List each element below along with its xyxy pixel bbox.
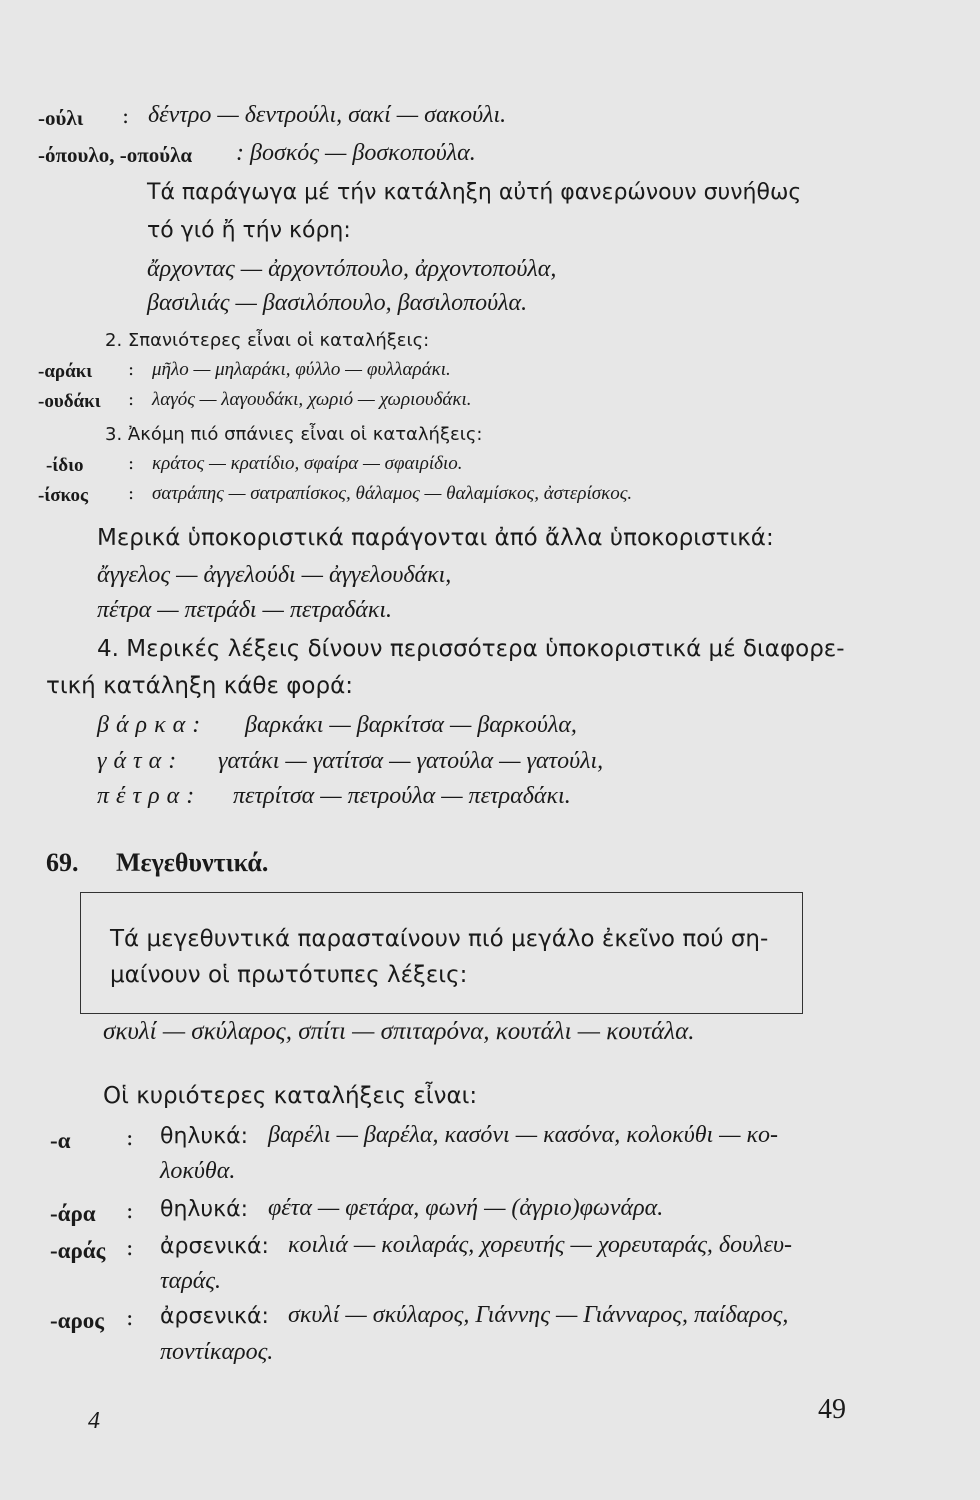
suffix-label: -αρος (50, 1308, 105, 1333)
gender-label: θηλυκά: (160, 1124, 249, 1149)
definition-line: Τά μεγεθυντικά παρασταίνουν πιό μεγάλο ἐκεῖνο πού ση- (110, 926, 769, 952)
suffix-label: -α (50, 1128, 71, 1153)
example-text-cont: ποντίκαρος. (160, 1339, 274, 1365)
line-suffix-ouli (38, 106, 83, 131)
word-label: βάρκα: (97, 712, 208, 738)
section-number: 69. (46, 848, 79, 877)
paragraph-line: τική κατάληξη κάθε φορά: (46, 673, 353, 699)
colon: : (126, 1236, 134, 1261)
subsection-line: 3. Ἀκόμη πιό σπάνιες εἶναι οἱ καταλήξεις: (105, 424, 483, 445)
colon: : (128, 453, 135, 474)
example-text: γατάκι — γατίτσα — γατούλα — γατούλι, (218, 748, 604, 774)
suffix-label: -αράς (50, 1238, 106, 1263)
colon: : (126, 1126, 134, 1151)
gender-label: θηλυκά: (160, 1197, 249, 1222)
example-text-cont: ταράς. (160, 1268, 222, 1294)
subsection-line: 2. Σπανιότερες εἶναι οἱ καταλήξεις: (105, 330, 430, 351)
gender-label: ἀρσενικά: (160, 1304, 269, 1329)
example-text: βαρκάκι — βαρκίτσα — βαρκούλα, (245, 712, 577, 738)
example-text: βαρέλι — βαρέλα, κασόνι — κασόνα, κολοκύθι — κο- (268, 1122, 779, 1148)
colon: : (128, 483, 135, 504)
definition-line: μαίνουν οἱ πρωτότυπες λέξεις: (110, 962, 468, 988)
paragraph-line: τό γιό ἤ τήν κόρη: (147, 218, 351, 243)
example-text: : βοσκός — βοσκοπούλα. (236, 140, 476, 166)
example-text: σκυλί — σκύλαρος, Γιάννης — Γιάνναρος, παίδαρος, (288, 1302, 789, 1328)
paragraph-line: Τά παράγωγα μέ τήν κατάληξη αὐτή φανερώνουν συνήθως (147, 180, 802, 205)
page-number: 49 (818, 1394, 846, 1425)
definition-box (80, 892, 803, 1014)
example-text: φέτα — φετάρα, φωνή — (ἀγριο)φωνάρα. (268, 1195, 664, 1221)
signature-mark: 4 (88, 1408, 100, 1434)
colon: : (128, 389, 135, 410)
colon: : (122, 104, 130, 128)
suffix-label: -ουδάκι (38, 391, 101, 412)
example-line: ἄγγελος — ἀγγελούδι — ἀγγελουδάκι, (97, 562, 452, 588)
example-text: δέντρο — δεντρούλι, σακί — σακούλι. (148, 102, 507, 128)
gender-label: ἀρσενικά: (160, 1234, 269, 1259)
paragraph-line: Μερικά ὑποκοριστικά παράγονται ἀπό ἄλλα ὑποκοριστικά: (97, 525, 774, 551)
example-line: πέτρα — πετράδι — πετραδάκι. (97, 597, 393, 623)
colon: : (128, 359, 135, 380)
suffix-label: -ούλι (38, 106, 84, 130)
suffix-label: -αράκι (38, 361, 93, 382)
example-text: κοιλιά — κοιλαράς, χορευτής — χορευταράς, δουλευ- (288, 1232, 792, 1258)
example-text: μῆλο — μηλαράκι, φύλλο — φυλλαράκι. (152, 359, 451, 380)
example-text: κράτος — κρατίδιο, σφαίρα — σφαιρίδιο. (152, 453, 463, 474)
word-label: πέτρα: (97, 783, 202, 809)
suffix-label: -ίδιο (46, 455, 84, 476)
suffix-label: -άρα (50, 1201, 96, 1226)
word-label: γάτα: (97, 748, 184, 774)
colon: : (126, 1199, 134, 1224)
section-title: Μεγεθυντικά. (116, 848, 269, 877)
example-line: ἄρχοντας — ἀρχοντόπουλο, ἀρχοντοπούλα, (147, 256, 557, 282)
example-text-cont: λοκύθα. (160, 1158, 236, 1184)
colon: : (126, 1306, 134, 1331)
example-text: πετρίτσα — πετρούλα — πετραδάκι. (233, 783, 571, 809)
suffix-label: -όπουλο, -οπούλα (38, 143, 193, 167)
example-line: σκυλί — σκύλαρος, σπίτι — σπιταρόνα, κουτάλι — κουτάλα. (103, 1018, 695, 1045)
example-line: βασιλιάς — βασιλόπουλο, βασιλοπούλα. (147, 290, 528, 316)
example-text: λαγός — λαγουδάκι, χωριό — χωριουδάκι. (152, 389, 472, 410)
paragraph-line: 4. Μερικές λέξεις δίνουν περισσότερα ὑποκοριστικά μέ διαφορε- (97, 636, 845, 662)
example-text: σατράπης — σατραπίσκος, θάλαμος — θαλαμίσκος, ἀστερίσκος. (152, 483, 633, 504)
suffix-label: -ίσκος (38, 485, 89, 506)
paragraph-line: Οἱ κυριότερες καταλήξεις εἶναι: (103, 1083, 478, 1109)
